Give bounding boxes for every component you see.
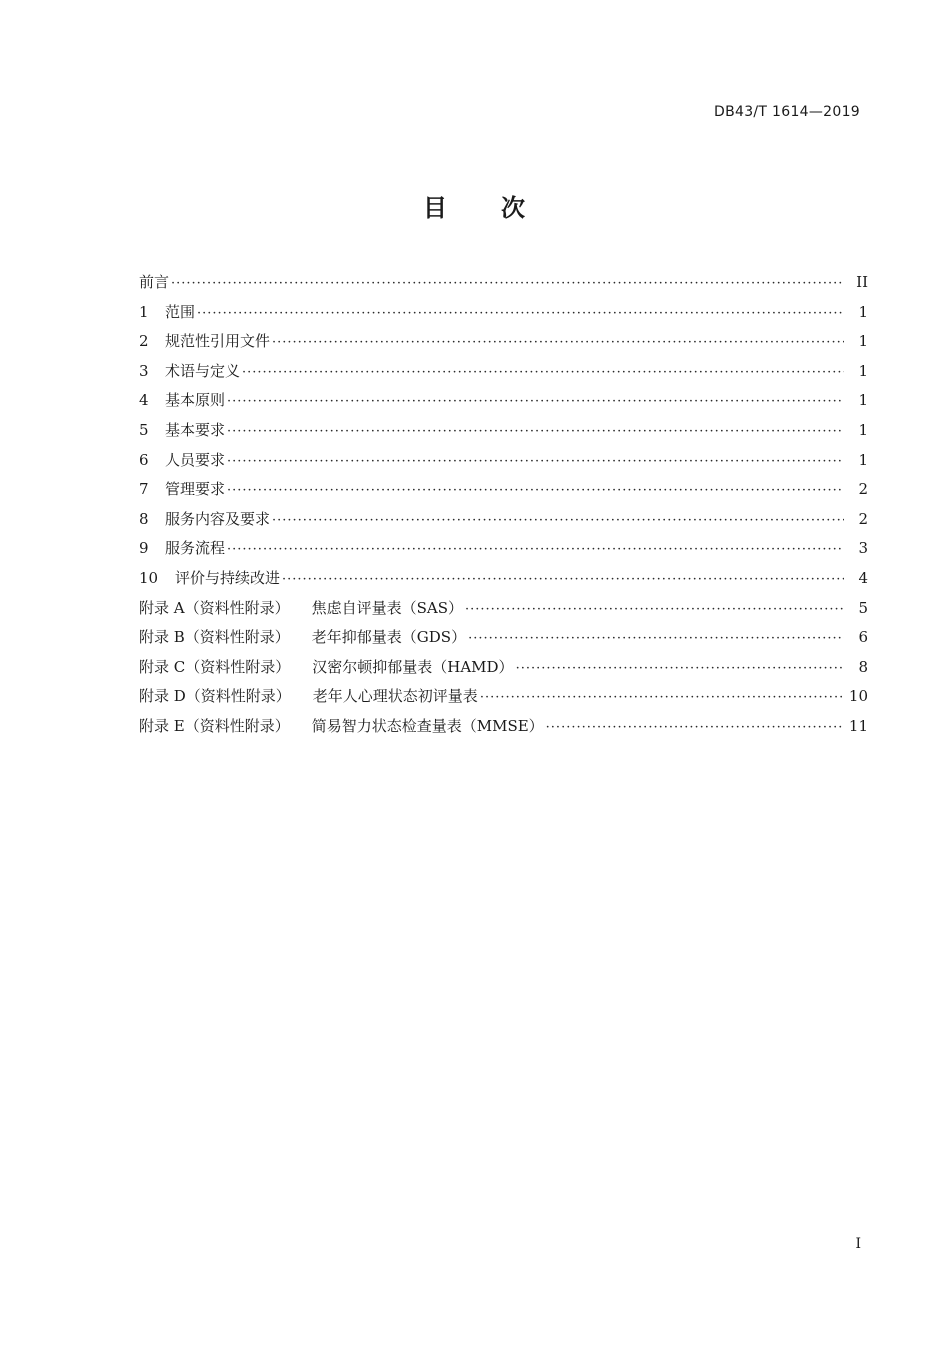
toc-entry-label bbox=[139, 712, 544, 742]
toc-title bbox=[0, 188, 950, 223]
toc-entry-3[interactable] bbox=[139, 357, 868, 387]
toc-entry-page: 1 bbox=[858, 332, 868, 351]
toc-entry-page: 1 bbox=[858, 302, 868, 321]
toc-entry-1[interactable] bbox=[139, 298, 868, 328]
toc-entry-page: 8 bbox=[858, 657, 868, 676]
toc-entry-appendix-b[interactable] bbox=[139, 623, 868, 653]
toc-entry-label: 管理要求 bbox=[165, 480, 226, 499]
toc-entry-appendix-d[interactable] bbox=[139, 682, 868, 712]
toc-entry-2[interactable] bbox=[139, 327, 868, 357]
toc-entry-page: 4 bbox=[858, 568, 868, 587]
toc-entry-page: 2 bbox=[858, 480, 868, 499]
toc-entry-6[interactable] bbox=[139, 446, 868, 476]
toc-entry-label: 基本要求 bbox=[165, 420, 226, 439]
toc-entry-label: 服务内容及要求 bbox=[165, 509, 271, 528]
toc-entry-number: 4 bbox=[139, 391, 149, 410]
toc-leader-dots bbox=[227, 447, 844, 477]
toc-entry-label: 范围 bbox=[165, 302, 196, 321]
toc-entry-number: 8 bbox=[139, 509, 149, 528]
toc-entry-page: 1 bbox=[858, 391, 868, 410]
appendix-label: 附录 D（资料性附录） bbox=[139, 687, 291, 706]
appendix-title: 老年抑郁量表（GDS） bbox=[311, 628, 467, 647]
toc-entry-label: 规范性引用文件 bbox=[165, 332, 271, 351]
toc-entry-number: 6 bbox=[139, 450, 149, 469]
toc-entry-5[interactable] bbox=[139, 416, 868, 446]
toc-entry-10[interactable] bbox=[139, 564, 868, 594]
appendix-label: 附录 B（资料性附录） bbox=[139, 628, 290, 647]
toc-entry-7[interactable] bbox=[139, 475, 868, 505]
toc-leader-dots bbox=[272, 328, 844, 358]
document-code: DB43/T 1614—2019 bbox=[714, 104, 860, 120]
toc-entry-number: 2 bbox=[139, 332, 149, 351]
toc-title-second-char: 次 bbox=[501, 194, 527, 222]
toc-entry-page: 10 bbox=[848, 687, 868, 706]
appendix-label: 附录 A（资料性附录） bbox=[139, 598, 290, 617]
toc-entry-appendix-a[interactable] bbox=[139, 594, 868, 624]
toc-leader-dots bbox=[171, 269, 844, 299]
toc-leader-dots bbox=[227, 535, 844, 565]
toc-leader-dots bbox=[227, 417, 844, 447]
toc-leader-dots bbox=[516, 654, 844, 684]
toc-entry-page: 1 bbox=[858, 420, 868, 439]
toc-title-first-char: 目 bbox=[423, 194, 449, 222]
toc-entry-appendix-c[interactable] bbox=[139, 653, 868, 683]
toc-entry-page: 11 bbox=[848, 716, 868, 735]
toc-entry-label bbox=[139, 653, 514, 683]
toc-leader-dots bbox=[272, 506, 844, 536]
toc-entry-appendix-e[interactable] bbox=[139, 712, 868, 742]
toc-leader-dots bbox=[480, 683, 843, 713]
toc-entry-label bbox=[139, 594, 463, 624]
toc-entry-number: 10 bbox=[139, 568, 159, 587]
toc-entry-label bbox=[139, 682, 478, 712]
toc-entry-number: 3 bbox=[139, 361, 149, 380]
appendix-title: 汉密尔顿抑郁量表（HAMD） bbox=[312, 657, 514, 676]
toc-entry-page: 1 bbox=[858, 361, 868, 380]
toc-entry-number: 7 bbox=[139, 480, 149, 499]
toc-entry-label bbox=[139, 623, 466, 653]
toc-entry-page: 5 bbox=[858, 598, 868, 617]
toc-leader-dots bbox=[227, 476, 844, 506]
toc-leader-dots bbox=[197, 299, 844, 329]
toc-entry-number: 1 bbox=[139, 302, 149, 321]
toc-entry-4[interactable] bbox=[139, 386, 868, 416]
toc-entry-label: 服务流程 bbox=[165, 539, 226, 558]
toc-entry-foreword[interactable] bbox=[139, 268, 868, 298]
toc-list bbox=[139, 268, 868, 742]
toc-entry-8[interactable] bbox=[139, 505, 868, 535]
toc-entry-label: 前言 bbox=[139, 273, 170, 291]
toc-leader-dots bbox=[227, 387, 844, 417]
toc-entry-label: 人员要求 bbox=[165, 450, 226, 469]
toc-leader-dots bbox=[546, 713, 843, 743]
toc-entry-number: 5 bbox=[139, 420, 149, 439]
toc-entry-number: 9 bbox=[139, 539, 149, 558]
appendix-title: 焦虑自评量表（SAS） bbox=[311, 598, 463, 617]
toc-entry-9[interactable] bbox=[139, 534, 868, 564]
toc-entry-page: 1 bbox=[858, 450, 868, 469]
toc-entry-page: 6 bbox=[858, 628, 868, 647]
page-number: I bbox=[855, 1236, 861, 1252]
toc-entry-page: II bbox=[856, 273, 868, 291]
appendix-label: 附录 E（资料性附录） bbox=[139, 716, 290, 735]
toc-leader-dots bbox=[282, 565, 844, 595]
toc-entry-page: 3 bbox=[858, 539, 868, 558]
appendix-title: 老年人心理状态初评量表 bbox=[312, 687, 478, 706]
toc-entry-page: 2 bbox=[858, 509, 868, 528]
toc-leader-dots bbox=[465, 595, 844, 625]
toc-leader-dots bbox=[468, 624, 844, 654]
toc-leader-dots bbox=[242, 358, 844, 388]
toc-entry-label: 基本原则 bbox=[165, 391, 226, 410]
appendix-title: 简易智力状态检查量表（MMSE） bbox=[311, 716, 544, 735]
toc-entry-label: 术语与定义 bbox=[165, 361, 241, 380]
appendix-label: 附录 C（资料性附录） bbox=[139, 657, 291, 676]
toc-entry-label: 评价与持续改进 bbox=[175, 568, 281, 587]
